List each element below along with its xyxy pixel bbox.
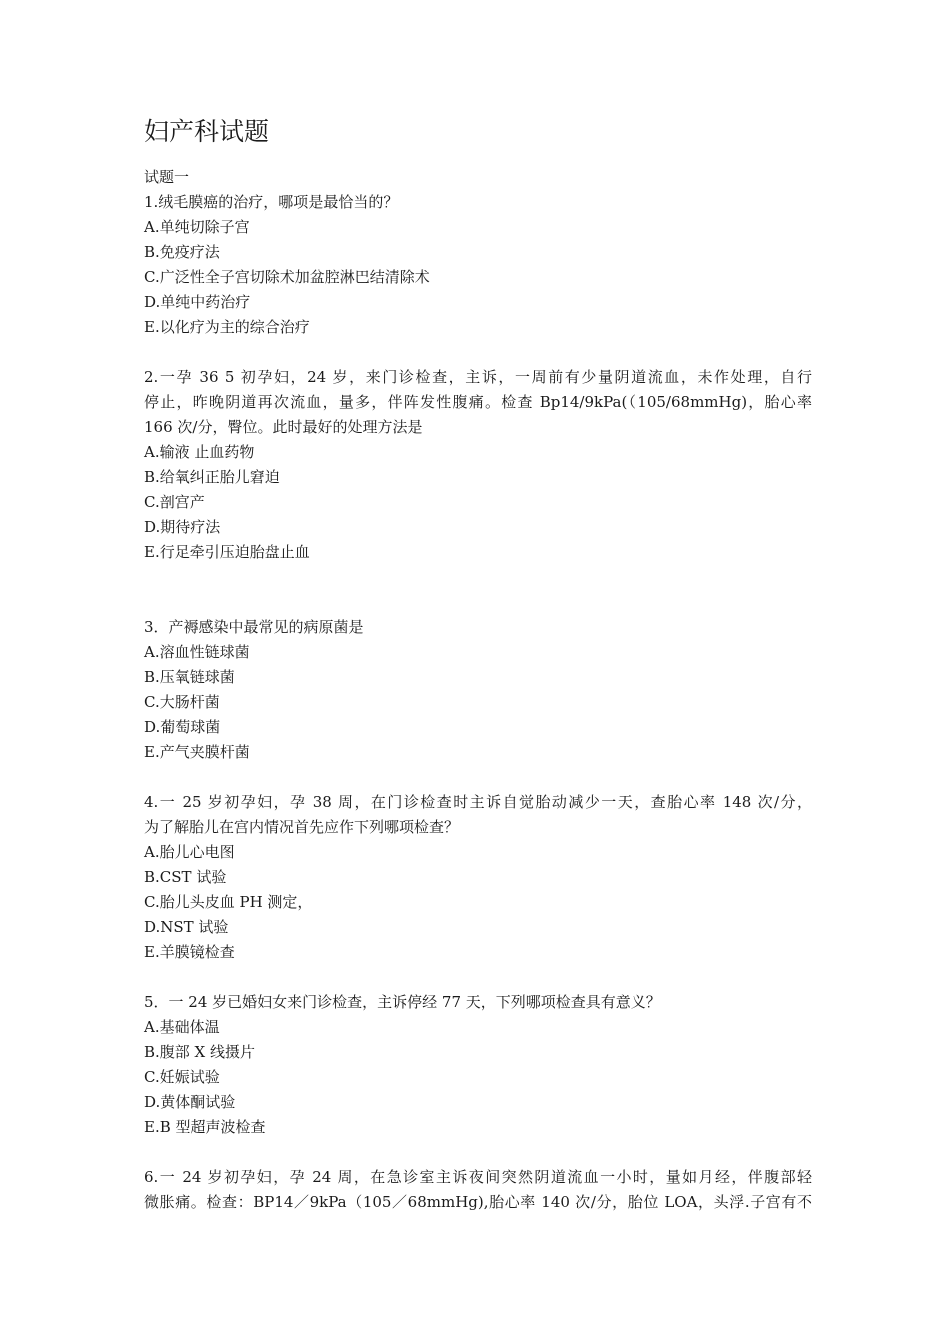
question-stem: 3．产褥感染中最常见的病原菌是 xyxy=(144,618,364,636)
question-stem: 5．一 24 岁已婚妇女来门诊检查，主诉停经 77 天，下列哪项检查具有意义？ xyxy=(144,993,661,1011)
question-stem: 停止，昨晚阴道再次流血，量多，伴阵发性腹痛。检查 Bp14/9kPa(（105/68mmHg)，胎心率 xyxy=(144,393,812,411)
question-6 xyxy=(144,1165,812,1215)
option-d: D.黄体酮试验 xyxy=(144,1093,236,1111)
option-a: A.基础体温 xyxy=(144,1018,220,1036)
option-e: E.以化疗为主的综合治疗 xyxy=(144,318,310,336)
question-stem: 2.一孕 36 5 初孕妇，24 岁，来门诊检查，主诉，一周前有少量阴道流血，未作处理，自行 xyxy=(144,368,812,386)
option-b: B.免疫疗法 xyxy=(144,243,220,261)
paragraph-gap xyxy=(144,565,812,615)
option-d: D.NST 试验 xyxy=(144,918,229,936)
option-a: A.单纯切除子宫 xyxy=(144,218,250,236)
paragraph-gap xyxy=(144,1140,812,1165)
question-1 xyxy=(144,190,812,340)
question-stem: 1.绒毛膜癌的治疗，哪项是最恰当的？ xyxy=(144,193,399,211)
question-stem: 6.一 24 岁初孕妇，孕 24 周，在急诊室主诉夜间突然阴道流血一小时，量如月经，伴腹部轻 xyxy=(144,1168,812,1186)
document-body xyxy=(144,165,812,1215)
option-b: B.腹部 X 线摄片 xyxy=(144,1043,256,1061)
option-e: E.羊膜镜检查 xyxy=(144,943,235,961)
question-stem: 4.一 25 岁初孕妇，孕 38 周，在门诊检查时主诉自觉胎动减少一天，查胎心率 148 次/分， xyxy=(144,793,812,811)
option-c: C.广泛性全子宫切除术加盆腔淋巴结清除术 xyxy=(144,268,430,286)
option-b: B.给氧纠正胎儿窘迫 xyxy=(144,468,280,486)
option-d: D.单纯中药治疗 xyxy=(144,293,251,311)
option-c: C.胎儿头皮血 PH 测定， xyxy=(144,893,313,911)
option-b: B.压氧链球菌 xyxy=(144,668,235,686)
question-stem: 为了解胎儿在宫内情况首先应作下列哪项检查？ xyxy=(144,818,460,836)
option-d: D.期待疗法 xyxy=(144,518,221,536)
question-3 xyxy=(144,615,812,765)
paragraph-gap xyxy=(144,965,812,990)
question-stem: 微胀痛。检查：BP14／9kPa（105／68mmHg),胎心率 140 次/分，胎位 LOA，头浮.子宫有不 xyxy=(144,1193,812,1211)
option-c: C.妊娠试验 xyxy=(144,1068,220,1086)
option-e: E.B 型超声波检查 xyxy=(144,1118,266,1136)
option-e: E.行足牵引压迫胎盘止血 xyxy=(144,543,310,561)
option-a: A.溶血性链球菌 xyxy=(144,643,250,661)
section-heading: 试题一 xyxy=(144,168,190,186)
question-stem: 166 次/分，臀位。此时最好的处理方法是 xyxy=(144,418,423,436)
option-c: C.大肠杆菌 xyxy=(144,693,220,711)
paragraph-gap xyxy=(144,340,812,365)
option-a: A.胎儿心电图 xyxy=(144,843,235,861)
question-4 xyxy=(144,790,812,965)
paragraph-gap xyxy=(144,765,812,790)
option-a: A.输液 止血药物 xyxy=(144,443,255,461)
option-d: D.葡萄球菌 xyxy=(144,718,221,736)
document-title: 妇产科试题 xyxy=(144,117,270,146)
option-e: E.产气夹膜杆菌 xyxy=(144,743,250,761)
option-c: C.剖宫产 xyxy=(144,493,205,511)
question-2 xyxy=(144,365,812,565)
option-b: B.CST 试验 xyxy=(144,868,227,886)
question-5 xyxy=(144,990,812,1140)
